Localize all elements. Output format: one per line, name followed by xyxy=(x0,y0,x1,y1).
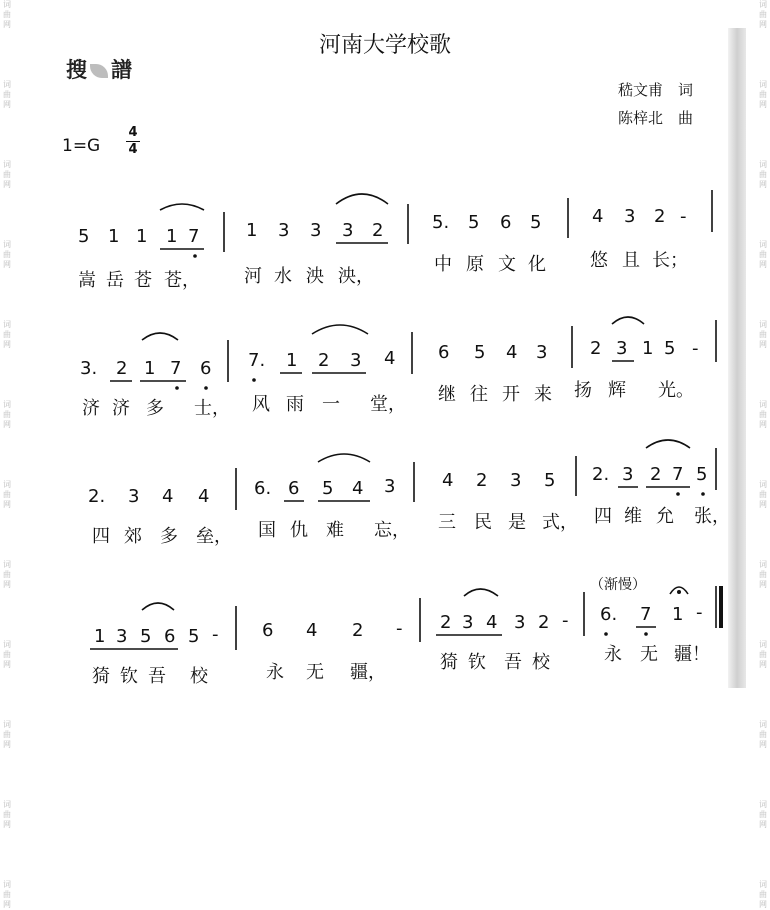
octave-dot xyxy=(604,632,608,636)
lyric: 无 xyxy=(306,662,324,683)
note: 5 xyxy=(188,626,200,647)
lyric: 扬 xyxy=(574,380,592,401)
note: 3 xyxy=(310,220,322,241)
lyric: 难 xyxy=(326,520,344,541)
note: 1 xyxy=(144,358,156,379)
note: 6 xyxy=(438,342,450,363)
note: 6 xyxy=(200,358,212,379)
lyric: 无 xyxy=(640,644,658,665)
composer: 陈梓北 曲 xyxy=(618,109,694,127)
lyric: 疆！ xyxy=(674,644,710,665)
lyric: 三 xyxy=(438,512,456,533)
note: - xyxy=(396,618,403,639)
note: 2 xyxy=(590,338,602,359)
lyric: 雨 xyxy=(286,394,304,415)
lyric: 钦 xyxy=(120,666,138,687)
lyricist: 嵇文甫 词 xyxy=(618,81,694,99)
lyric: 四 xyxy=(92,526,110,547)
note: 3 xyxy=(278,220,290,241)
lyric: 中 xyxy=(434,254,452,275)
note: 4 xyxy=(352,478,364,499)
note: 5 xyxy=(468,212,480,233)
note: 6. xyxy=(254,478,272,499)
note: 3 xyxy=(622,464,634,485)
note: 3 xyxy=(384,476,396,497)
slur xyxy=(646,440,690,448)
note: 5 xyxy=(322,478,334,499)
lyric: 疆， xyxy=(350,662,386,683)
lyric: 仇 xyxy=(290,520,308,541)
note: 1 xyxy=(246,220,258,241)
note: 3 xyxy=(128,486,140,507)
lyric: 且 xyxy=(622,250,640,271)
note: 4 xyxy=(162,486,174,507)
note: 2 xyxy=(372,220,384,241)
slur xyxy=(312,325,368,334)
note: 2. xyxy=(88,486,106,507)
note: 3 xyxy=(624,206,636,227)
slur xyxy=(612,317,644,324)
note: 5 xyxy=(530,212,542,233)
lyric: 张， xyxy=(694,506,730,527)
note: - xyxy=(696,602,703,623)
tempo-marking: （渐慢） xyxy=(590,577,646,593)
lyric: 猗 xyxy=(440,652,458,673)
lyric: 四 xyxy=(594,506,612,527)
octave-dot xyxy=(193,254,197,258)
lyric: 垒， xyxy=(196,526,232,547)
lyric: 永 xyxy=(266,662,284,683)
note: 1 xyxy=(108,226,120,247)
logo-text-1: 搜 xyxy=(66,58,87,82)
note: 3 xyxy=(116,626,128,647)
note: 4 xyxy=(306,620,318,641)
lyric: 多 xyxy=(160,526,178,547)
note: 6 xyxy=(164,626,176,647)
page-title: 河南大学校歌 xyxy=(318,33,451,58)
lyric: 泱 xyxy=(306,266,324,287)
note: 3 xyxy=(536,342,548,363)
lyric: 多 xyxy=(146,398,164,419)
octave-dot xyxy=(204,386,208,390)
fermata-dot xyxy=(677,590,681,594)
note: 6 xyxy=(262,620,274,641)
lyric: 永 xyxy=(604,644,622,665)
lyric: 来 xyxy=(534,384,552,405)
lyric: 式， xyxy=(542,512,578,533)
note: 1 xyxy=(642,338,654,359)
slur xyxy=(142,333,178,340)
note: 7 xyxy=(170,358,182,379)
lyric: 水 xyxy=(274,266,292,287)
lyric: 济 xyxy=(82,398,100,419)
slur xyxy=(160,204,204,210)
octave-dot xyxy=(252,378,256,382)
slur xyxy=(142,603,174,610)
lyric: 泱， xyxy=(338,266,374,287)
note: 1 xyxy=(136,226,148,247)
octave-dot xyxy=(676,492,680,496)
lyric: 是 xyxy=(508,512,526,533)
note: 4 xyxy=(384,348,396,369)
note: 4 xyxy=(506,342,518,363)
note: 4 xyxy=(592,206,604,227)
lyric: 开 xyxy=(502,384,520,405)
lyric: 光。 xyxy=(658,380,694,401)
lyric: 国 xyxy=(258,520,276,541)
note: 3 xyxy=(616,338,628,359)
note: 2 xyxy=(654,206,666,227)
note: 5 xyxy=(696,464,708,485)
note: 5 xyxy=(544,470,556,491)
note: 2 xyxy=(116,358,128,379)
note: 3 xyxy=(350,350,362,371)
note: 6 xyxy=(500,212,512,233)
note: 5. xyxy=(432,212,450,233)
note: 5 xyxy=(78,226,90,247)
lyric: 维 xyxy=(624,506,642,527)
note: 4 xyxy=(486,612,498,633)
lyric: 吾 xyxy=(148,666,166,687)
logo-text-2: 譜 xyxy=(111,58,132,82)
octave-dot xyxy=(644,632,648,636)
note: 5 xyxy=(664,338,676,359)
lyric: 吾 xyxy=(504,652,522,673)
lyric: 苍 xyxy=(134,270,152,291)
note: 2 xyxy=(318,350,330,371)
lyric: 钦 xyxy=(468,652,486,673)
lyric: 校 xyxy=(532,652,550,673)
slur xyxy=(318,454,370,462)
lyric: 校 xyxy=(190,666,208,687)
note: 5 xyxy=(474,342,486,363)
side-watermark-left: 词曲网 词曲网 词曲网 词曲网 词曲网 词曲网 词曲网 词曲网 词曲网 词曲网 词曲网 词曲网 xyxy=(3,0,11,909)
lyric: 郊 xyxy=(124,526,142,547)
lyric: 长； xyxy=(652,250,688,271)
octave-dot xyxy=(175,386,179,390)
note: 2 xyxy=(440,612,452,633)
key-signature: 1=G xyxy=(62,136,101,156)
note: 2 xyxy=(538,612,550,633)
lyric: 民 xyxy=(474,512,492,533)
note: 1 xyxy=(166,226,178,247)
lyric: 济 xyxy=(112,398,130,419)
time-bottom: 4 xyxy=(128,142,138,157)
note: 3. xyxy=(80,358,98,379)
note: 2. xyxy=(592,464,610,485)
lyric: 嵩 xyxy=(78,270,96,291)
note: 4 xyxy=(442,470,454,491)
lyric: 风 xyxy=(252,394,270,415)
time-top: 4 xyxy=(128,125,138,140)
lyric: 忘， xyxy=(374,520,410,541)
note: 3 xyxy=(514,612,526,633)
lyric: 原 xyxy=(466,254,484,275)
note: 1 xyxy=(94,626,106,647)
note: 2 xyxy=(650,464,662,485)
note: 7 xyxy=(188,226,200,247)
lyric: 猗 xyxy=(92,666,110,687)
lyric: 悠 xyxy=(590,250,608,271)
lyric: 岳 xyxy=(106,270,124,291)
side-watermark-right: 词曲网 词曲网 词曲网 词曲网 词曲网 词曲网 词曲网 词曲网 词曲网 词曲网 词曲网 词曲网 xyxy=(759,0,767,909)
lyric: 文 xyxy=(498,254,516,275)
lyric: 士， xyxy=(194,398,230,419)
note: 7 xyxy=(640,604,652,625)
note: - xyxy=(212,624,219,645)
lyric: 辉 xyxy=(608,380,626,401)
note: 2 xyxy=(476,470,488,491)
lyric: 化 xyxy=(528,254,546,275)
note: 7. xyxy=(248,350,266,371)
note: 3 xyxy=(510,470,522,491)
note: 4 xyxy=(198,486,210,507)
note: 2 xyxy=(352,620,364,641)
note: 5 xyxy=(140,626,152,647)
note: - xyxy=(680,206,687,227)
lyric: 允 xyxy=(656,506,674,527)
slur xyxy=(336,194,388,204)
lyric: 河 xyxy=(244,266,262,287)
note: 1 xyxy=(672,604,684,625)
note: 6 xyxy=(288,478,300,499)
lyric: 一 xyxy=(322,394,340,415)
lyric: 继 xyxy=(438,384,456,405)
note: 3 xyxy=(462,612,474,633)
note: 7 xyxy=(672,464,684,485)
note: 3 xyxy=(342,220,354,241)
lyric: 苍， xyxy=(164,270,200,291)
lyric: 往 xyxy=(470,384,488,405)
octave-dot xyxy=(701,492,705,496)
note: 6. xyxy=(600,604,618,625)
note: - xyxy=(562,610,569,631)
note: - xyxy=(692,338,699,359)
lyric: 堂， xyxy=(370,394,406,415)
note: 1 xyxy=(286,350,298,371)
slur xyxy=(464,589,498,596)
